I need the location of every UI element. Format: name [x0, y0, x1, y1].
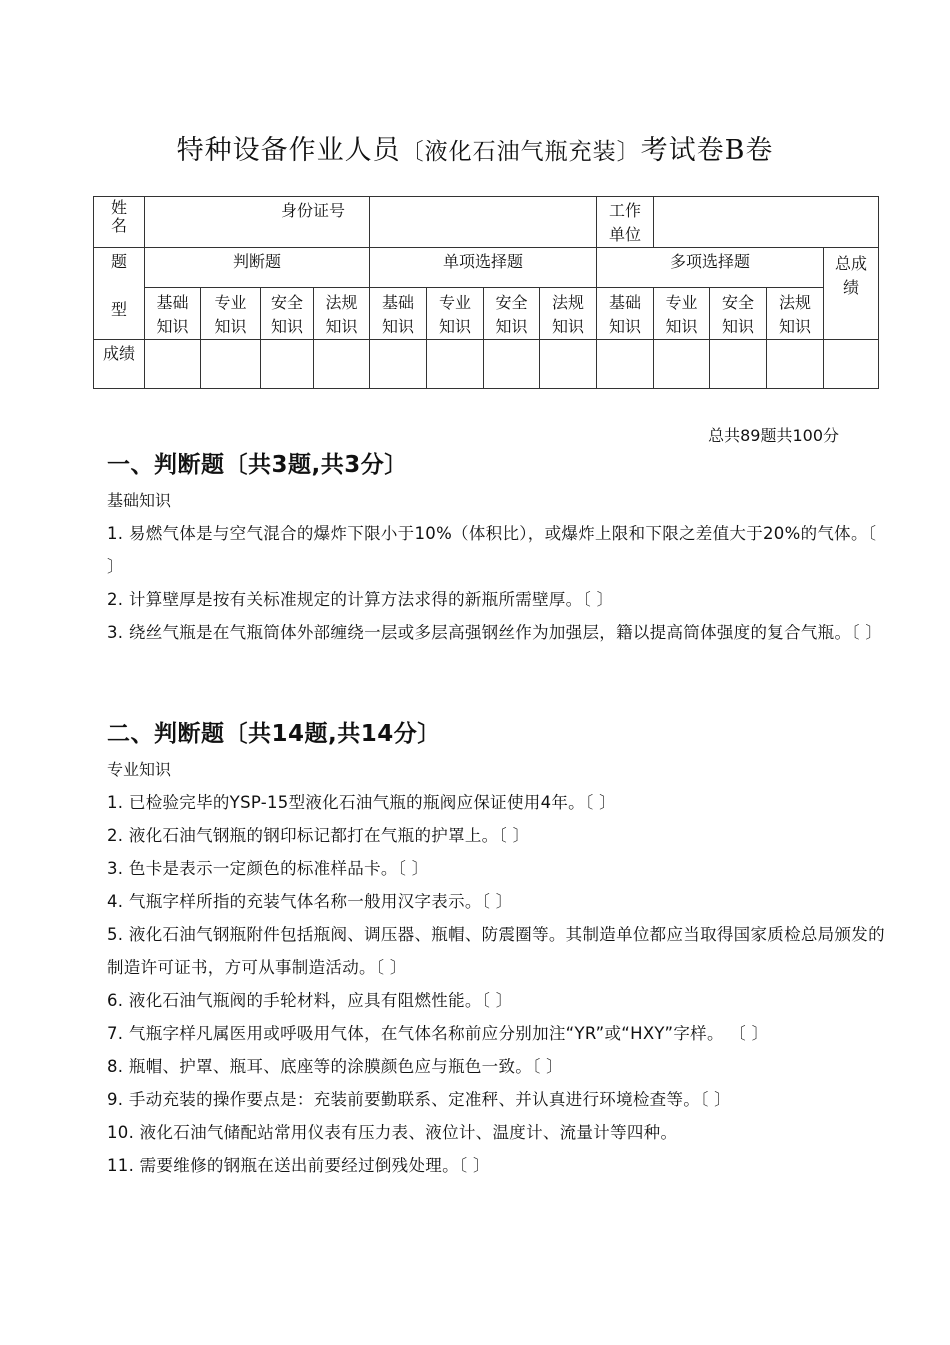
- sub-header: [654, 288, 710, 340]
- question-item: 4. 气瓶字样所指的充装气体名称一般用汉字表示。〔 〕: [107, 892, 513, 911]
- sub-header: [370, 288, 427, 340]
- sub-header: [710, 288, 767, 340]
- question-item: 3. 色卡是表示一定颜色的标准样品卡。〔 〕: [107, 859, 429, 878]
- question-item: 2. 计算壁厚是按有关标准规定的计算方法求得的新瓶所需壁厚。〔 〕: [107, 590, 614, 609]
- sub-header: [597, 288, 654, 340]
- section-2-subtitle: 专业知识: [107, 760, 172, 779]
- group-judge: 判断题: [145, 248, 370, 288]
- id-label: 身份证号: [281, 201, 346, 220]
- score-label: 成绩: [94, 340, 145, 389]
- section-1-title: 一、判断题〔共3题,共3分〕: [107, 452, 408, 478]
- table-row-subs: [94, 288, 879, 340]
- total-label: 总成绩: [835, 254, 868, 297]
- score-cell[interactable]: [767, 340, 824, 389]
- score-cell[interactable]: [710, 340, 767, 389]
- question-item: 2. 液化石油气钢瓶的钢印标记都打在气瓶的护罩上。〔 〕: [107, 826, 530, 845]
- type-label-cell: [94, 248, 145, 340]
- total-note: 总共89题共100分: [708, 426, 839, 445]
- section-2-title: 二、判断题〔共14题,共14分〕: [107, 721, 441, 747]
- work-label: 工作单位: [609, 201, 642, 244]
- work-value-cell[interactable]: [654, 197, 879, 248]
- total-score-cell[interactable]: [824, 340, 879, 389]
- question-item: 3. 绕丝气瓶是在气瓶筒体外部缠绕一层或多层高强钢丝作为加强层，籍以提高筒体强度的复合气瓶。〔 〕: [107, 623, 883, 642]
- id-label-cell: [145, 197, 370, 248]
- section-1-subtitle: 基础知识: [107, 491, 172, 510]
- total-label-cell: [824, 248, 879, 340]
- name-label: 姓名: [110, 198, 127, 235]
- score-cell[interactable]: [654, 340, 710, 389]
- sub-label: 安全知识: [270, 293, 303, 336]
- section-2: [107, 717, 887, 1182]
- sub-header: [201, 288, 261, 340]
- sub-label: 安全知识: [495, 293, 528, 336]
- sub-label: 基础知识: [156, 293, 189, 336]
- title-tail: 考试卷B卷: [640, 135, 774, 166]
- sub-label: 专业知识: [214, 293, 247, 336]
- question-item: 1. 已检验完毕的YSP-15型液化石油气瓶的瓶阀应保证使用4年。〔 〕: [107, 793, 616, 812]
- score-cell[interactable]: [145, 340, 201, 389]
- score-cell[interactable]: [201, 340, 261, 389]
- question-item: 5. 液化石油气钢瓶附件包括瓶阀、调压器、瓶帽、防震圈等。其制造单位都应当取得国家质检总局颁发的制造许可证书，方可从事制造活动。〔 〕: [107, 925, 885, 977]
- group-multi: 多项选择题: [597, 248, 824, 288]
- sub-header: [767, 288, 824, 340]
- question-item: 10. 液化石油气储配站常用仪表有压力表、液位计、温度计、流量计等四种。: [107, 1123, 678, 1142]
- sub-label: 基础知识: [609, 293, 642, 336]
- sub-header: [261, 288, 314, 340]
- score-cell[interactable]: [484, 340, 540, 389]
- sub-header: [540, 288, 597, 340]
- sub-label: 安全知识: [722, 293, 755, 336]
- table-row-groups: [94, 248, 879, 288]
- name-label-cell: [94, 197, 145, 248]
- sub-label: 基础知识: [382, 293, 415, 336]
- question-item: 9. 手动充装的操作要点是：充装前要勤联系、定准秤、并认真进行环境检查等。〔 〕: [107, 1090, 731, 1109]
- score-table: [93, 196, 879, 389]
- section-1: [107, 448, 887, 649]
- sub-label: 法规知识: [325, 293, 358, 336]
- question-item: 11. 需要维修的钢瓶在送出前要经过倒残处理。〔 〕: [107, 1156, 490, 1175]
- sub-label: 专业知识: [439, 293, 472, 336]
- type-label-top: 题: [110, 252, 127, 271]
- sub-header: [145, 288, 201, 340]
- sub-header: [484, 288, 540, 340]
- sub-header: [314, 288, 370, 340]
- sub-label: 专业知识: [665, 293, 698, 336]
- title-main: 特种设备作业人员: [176, 135, 401, 166]
- id-value-cell[interactable]: [370, 197, 597, 248]
- score-cell[interactable]: [314, 340, 370, 389]
- work-label-cell: [597, 197, 654, 248]
- question-item: 8. 瓶帽、护罩、瓶耳、底座等的涂膜颜色应与瓶色一致。〔 〕: [107, 1057, 563, 1076]
- title-paren: 〔液化石油气瓶充装〕: [400, 139, 641, 165]
- group-single: 单项选择题: [370, 248, 597, 288]
- score-cell[interactable]: [597, 340, 654, 389]
- page-title: [0, 128, 950, 167]
- score-cell[interactable]: [427, 340, 484, 389]
- score-cell[interactable]: [370, 340, 427, 389]
- question-item: 1. 易燃气体是与空气混合的爆炸下限小于10%（体积比），或爆炸上限和下限之差值大于20%的气体。〔 〕: [107, 524, 877, 576]
- sub-label: 法规知识: [779, 293, 812, 336]
- type-label-bottom: 型: [110, 300, 127, 319]
- table-row-scores: [94, 340, 879, 389]
- sub-header: [427, 288, 484, 340]
- sub-label: 法规知识: [552, 293, 585, 336]
- table-row-header: [94, 197, 879, 248]
- question-item: 7. 气瓶字样凡属医用或呼吸用气体，在气体名称前应分别加注“YR”或“HXY”字样。 〔 〕: [107, 1024, 769, 1043]
- question-item: 6. 液化石油气瓶阀的手轮材料，应具有阻燃性能。〔 〕: [107, 991, 513, 1010]
- score-cell[interactable]: [540, 340, 597, 389]
- score-cell[interactable]: [261, 340, 314, 389]
